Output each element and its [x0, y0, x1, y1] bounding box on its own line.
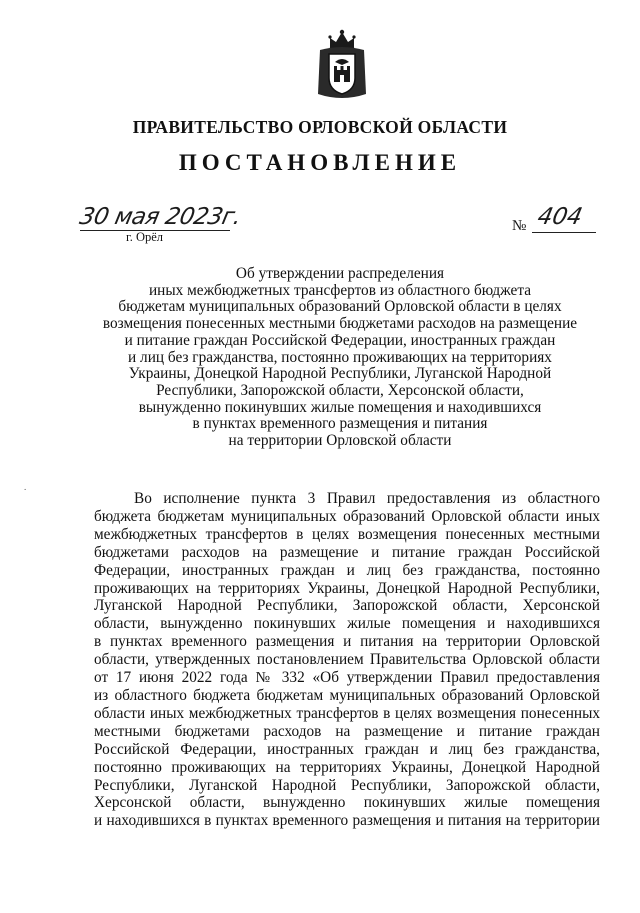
- body-line: проживающих на территориях Украины, Донецкой Народной Республики,: [94, 579, 600, 597]
- body-line: Во исполнение пункта 3 Правил предоставления из областного: [134, 490, 600, 507]
- subject-line: в пунктах временного размещения и питания: [192, 415, 488, 433]
- margin-mark: .: [24, 482, 27, 492]
- body-line: межбюджетных трансфертов в целях возмещения понесенных местными: [94, 525, 600, 543]
- body-line: в пунктах временного размещения и питания на территории Орловской: [94, 633, 600, 651]
- body-line: бюджетами расходов на размещение и питание граждан Российской: [94, 543, 600, 561]
- subject-line: Украины, Донецкой Народной Республики, Луганской Народной: [128, 365, 552, 383]
- body-line: области, утвержденных постановлением Правительства Орловской области: [94, 651, 600, 669]
- subject-line: и питание граждан Российской Федерации, иностранных граждан: [124, 331, 556, 349]
- document-type-title: ПОСТАНОВЛЕНИЕ: [178, 150, 462, 175]
- body-line: и находившихся в пунктах временного размещения и питания на территории: [94, 812, 600, 830]
- number-sign: №: [512, 218, 527, 234]
- body-line: Республики, Луганской Народной Республики, Запорожской области,: [94, 776, 600, 794]
- city-label: г. Орёл: [126, 230, 164, 244]
- body-line: местными бюджетами расходов на размещение и питание граждан: [94, 722, 600, 740]
- subject-line: возмещения понесенных местными бюджетами расходов на размещение: [102, 315, 578, 333]
- body-line: области, вынужденно покинувших жилые помещения и находившихся: [94, 615, 600, 633]
- body-line: области иных межбюджетных трансфертов в целях возмещения понесенных: [94, 704, 600, 722]
- body-line: из областного бюджета бюджетам муниципальных образований Орловской: [94, 686, 600, 704]
- subject-line: Республики, Запорожской области, Херсонской области,: [156, 381, 524, 399]
- body-line: Российской Федерации, иностранных граждан и лиц без гражданства,: [94, 740, 600, 758]
- handwritten-document-number: 404: [535, 204, 585, 230]
- body-line: Федерации, иностранных граждан и лиц без гражданства, постоянно: [94, 561, 600, 579]
- body-paragraph: [94, 490, 600, 830]
- document-subject: [90, 266, 590, 450]
- subject-line: и лиц без гражданства, постоянно проживающих на территориях: [128, 348, 552, 366]
- handwritten-date: 30 мая 2023г.: [77, 204, 244, 230]
- subject-line: иных межбюджетных трансфертов из областного бюджета: [149, 281, 531, 299]
- body-line: от 17 июня 2022 года № 332 «Об утверждении Правил предоставления: [94, 669, 600, 687]
- subject-line: вынужденно покинувших жилые помещения и находившихся: [138, 398, 542, 416]
- oryol-coat-of-arms-emblem: [314, 28, 370, 102]
- subject-line: бюджетам муниципальных образований Орловской области в целях: [118, 298, 562, 316]
- body-line: постоянно проживающих на территориях Украины, Донецкой Народной: [94, 758, 600, 776]
- subject-line: Об утверждении распределения: [235, 265, 445, 282]
- organization-name: ПРАВИТЕЛЬСТВО ОРЛОВСКОЙ ОБЛАСТИ: [132, 117, 508, 137]
- body-line: Херсонской области, вынужденно покинувших жилые помещения: [94, 794, 600, 812]
- body-line: Луганской Народной Республики, Запорожской области, Херсонской: [94, 597, 600, 615]
- body-line: бюджета бюджетам муниципальных образований Орловской области иных: [94, 507, 600, 525]
- number-underline: [532, 232, 596, 233]
- subject-line: на территории Орловской области: [228, 432, 452, 450]
